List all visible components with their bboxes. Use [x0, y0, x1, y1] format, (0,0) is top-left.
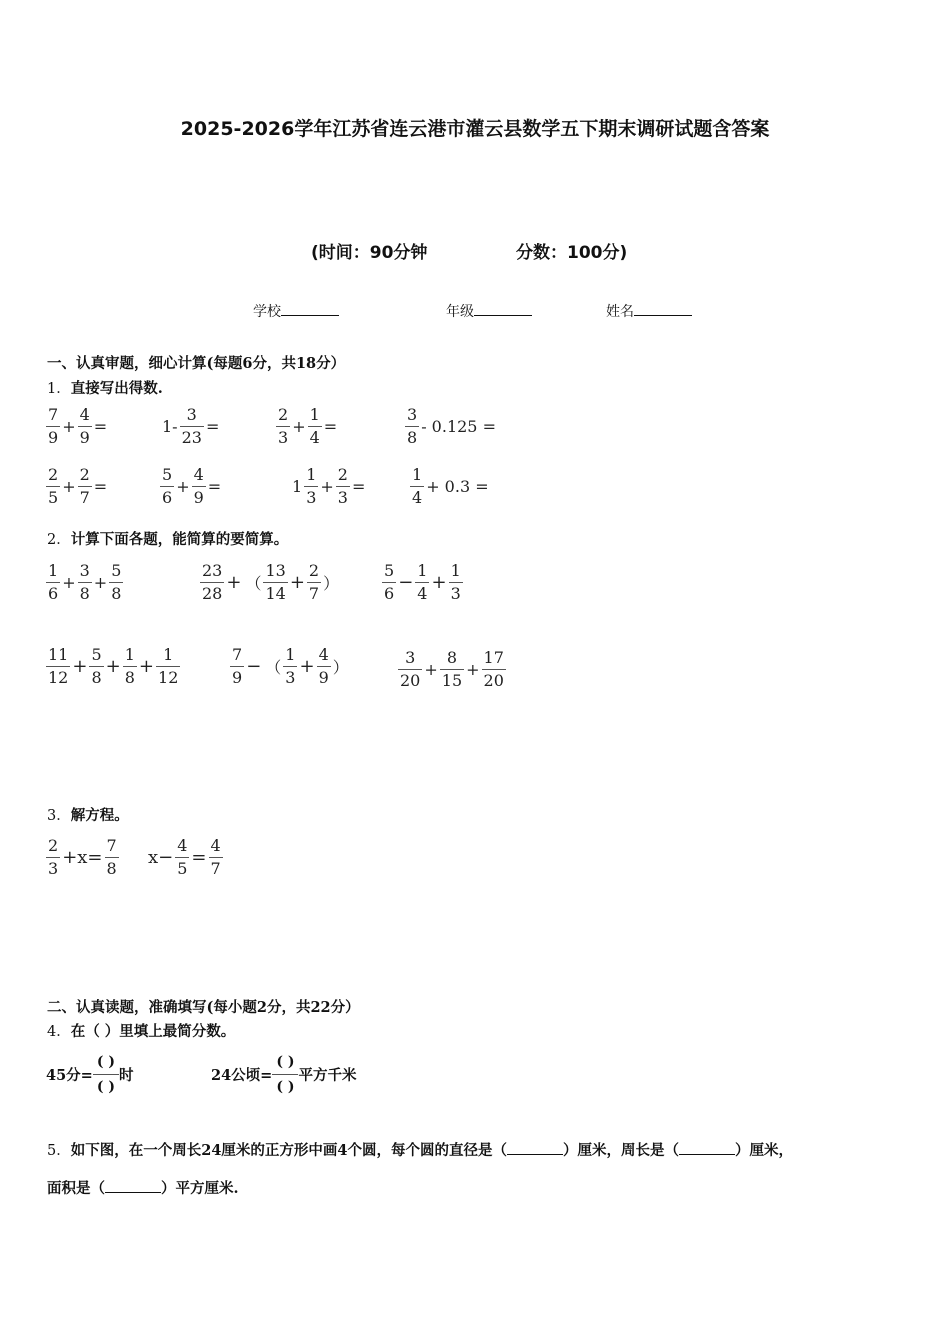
question-1-text: 直接写出得数.	[70, 380, 163, 397]
school-field	[253, 301, 339, 321]
q5-blank-area[interactable]	[105, 1178, 161, 1193]
q4-item-1: 45分= ( ) ( ) 时	[46, 1054, 134, 1095]
q1-expr-5: $\frac{2}{5}$ + $\frac{2}{7}$ =	[48, 465, 108, 507]
q4-answer-numerator-2[interactable]: ( )	[276, 1054, 295, 1070]
q3-equation-2: x− $\frac{4}{5}$ = $\frac{4}{7}$	[148, 836, 221, 878]
name-blank[interactable]	[634, 301, 692, 316]
q4-item-2: 24公顷= ( ) ( ) 平方千米	[211, 1054, 357, 1095]
q4-answer-denominator-1[interactable]: ( )	[93, 1074, 119, 1094]
q3-equation-1: $\frac{2}{3}$ +x= $\frac{7}{8}$	[48, 836, 117, 878]
q4-answer-denominator-2[interactable]: ( )	[272, 1074, 298, 1094]
q2-expr-6: $\frac{3}{20}$ + $\frac{8}{15}$ + $\frac{17}{20}$	[400, 648, 504, 690]
question-2-text: 计算下面各题，能简算的要简算。	[70, 531, 289, 548]
q1-expr-4: $\frac{3}{8}$ - 0.125 =	[407, 405, 496, 447]
q5-blank-circumference[interactable]	[679, 1140, 735, 1155]
school-label: 学校	[253, 304, 281, 320]
q1-expr-7: 1 $\frac{1}{3}$ + $\frac{2}{3}$ =	[292, 465, 366, 507]
time-label: (时间：90分钟	[311, 243, 428, 263]
q2-expr-1: $\frac{1}{6}$ + $\frac{3}{8}$ + $\frac{5}{8}$	[48, 561, 122, 603]
school-blank[interactable]	[281, 301, 339, 316]
grade-field	[446, 301, 532, 321]
q5-blank-diameter[interactable]	[507, 1140, 563, 1155]
section2-heading: 二、认真读题，准确填写(每小题2分，共22分）	[47, 999, 360, 1016]
question-3-text: 解方程。	[70, 807, 129, 824]
q1-expr-8: $\frac{1}{4}$ + 0.3 =	[412, 465, 489, 507]
q1-expr-1: $\frac{7}{9}$ + $\frac{4}{9}$ =	[48, 405, 108, 447]
question-5-line2: 面积是（ ）平方厘米.	[47, 1180, 239, 1197]
grade-label: 年级	[446, 304, 474, 320]
page-title: 2025-2026学年江苏省连云港市灌云县数学五下期末调研试题含答案	[180, 118, 770, 140]
q1-expr-3: $\frac{2}{3}$ + $\frac{1}{4}$ =	[278, 405, 338, 447]
question-2: 2．计算下面各题，能简算的要简算。	[47, 531, 289, 548]
q4-answer-numerator-1[interactable]: ( )	[96, 1054, 115, 1070]
grade-blank[interactable]	[474, 301, 532, 316]
question-4-text: 在（ ）里填上最简分数。	[70, 1023, 236, 1040]
question-1: 1．直接写出得数.	[47, 380, 163, 397]
score-label: 分数：100分)	[516, 243, 628, 263]
name-label: 姓名	[606, 304, 634, 320]
q2-expr-4: $\frac{11}{12}$ + $\frac{5}{8}$ + $\frac{1}{8}$ + $\frac{1}{12}$	[48, 645, 179, 687]
q1-expr-2: 1- $\frac{3}{23}$ =	[162, 405, 220, 447]
q2-expr-5: $\frac{7}{9}$ − （ $\frac{1}{3}$ + $\frac{4}{9}$ ）	[232, 645, 349, 687]
q1-expr-6: $\frac{5}{6}$ + $\frac{4}{9}$ =	[162, 465, 222, 507]
q2-expr-3: $\frac{5}{6}$ − $\frac{1}{4}$ + $\frac{1}{3}$	[384, 561, 461, 603]
question-3: 3．解方程。	[47, 807, 129, 824]
name-field	[606, 301, 692, 321]
section1-heading: 一、认真审题，细心计算(每题6分，共18分）	[47, 355, 346, 372]
question-5: 5．如下图，在一个周长24厘米的正方形中画4个圆，每个圆的直径是（ ）厘米，周长是（ ）厘米，	[47, 1142, 793, 1159]
q2-expr-2: $\frac{23}{28}$ + （ $\frac{13}{14}$ + $\frac{2}{7}$ ）	[202, 561, 340, 603]
question-4: 4．在（ ）里填上最简分数。	[47, 1023, 236, 1040]
